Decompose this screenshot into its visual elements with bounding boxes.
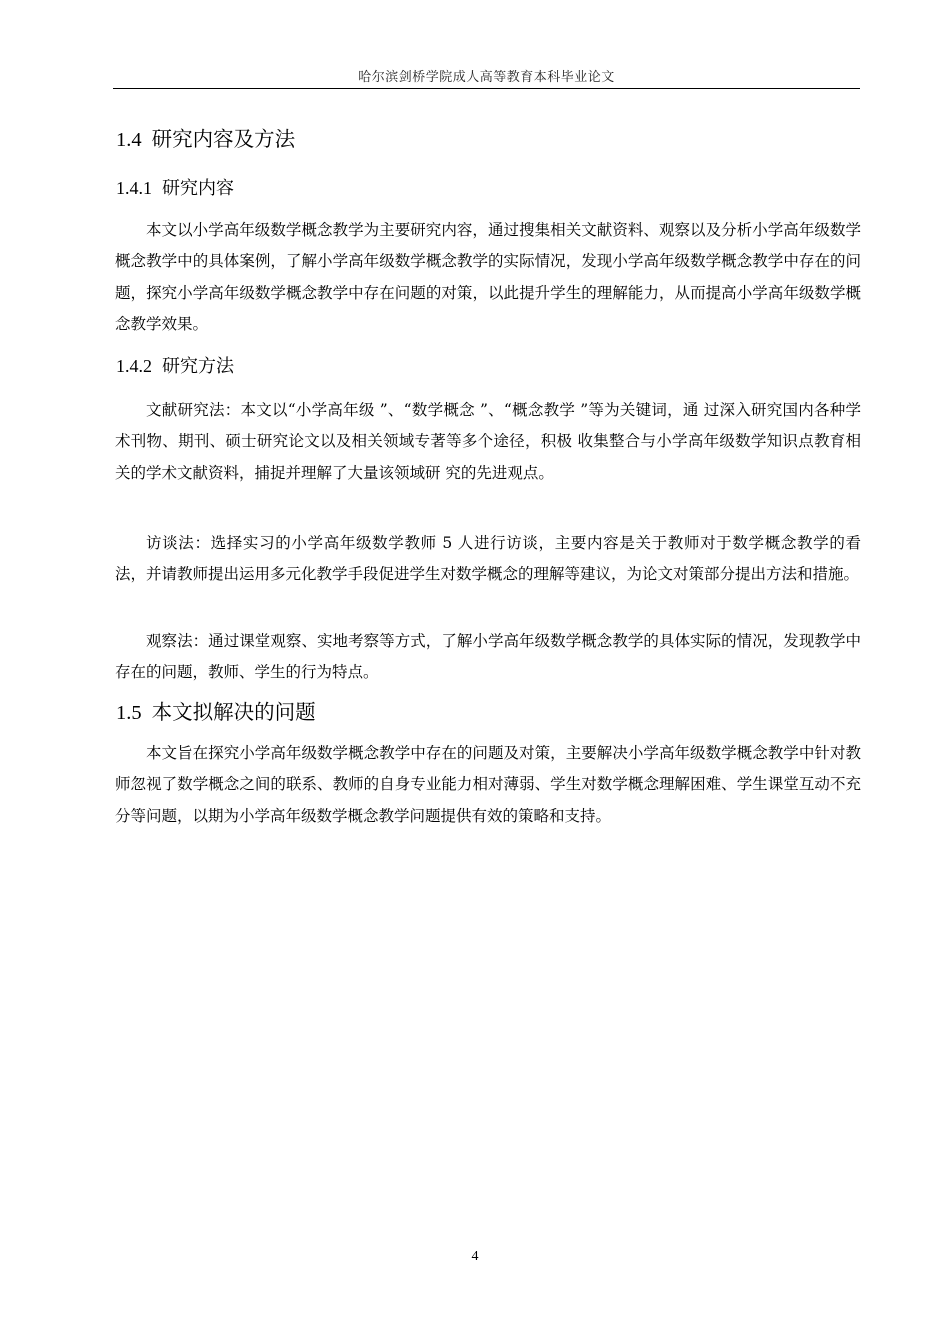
- section-number: 1.4: [116, 129, 142, 151]
- research-content-paragraph: 本文以小学高年级数学概念教学为主要研究内容，通过搜集相关文献资料、观察以及分析小学高年级数学概念教学中的具体案例，了解小学高年级数学概念教学的实际情况，发现小学高年级数学概念教学中存在的问题，探究小学高年级数学概念教学中存在问题的对策，以此提升学生的理解能力，从而提高小学高年级数学概念教学效果。: [115, 221, 861, 333]
- page-number: 4: [471, 1249, 479, 1264]
- section-title: 研究内容及方法: [151, 127, 296, 151]
- subsection-heading-1-4-1: [116, 175, 234, 202]
- header-rule: [113, 88, 860, 89]
- section-heading-1-5: [116, 698, 316, 727]
- section-number: 1.5: [116, 702, 142, 724]
- problems-paragraph: 本文旨在探究小学高年级数学概念教学中存在的问题及对策，主要解决小学高年级数学概念教学中针对教师忽视了数学概念之间的联系、教师的自身专业能力相对薄弱、学生对数学概念理解困难、学生课堂互动不充分等问题，以期为小学高年级数学概念教学问题提供有效的策略和支持。: [115, 744, 861, 825]
- observation-method-paragraph: 观察法：通过课堂观察、实地考察等方式，了解小学高年级数学概念教学的具体实际的情况，发现教学中存在的问题，教师、学生的行为特点。: [115, 632, 861, 682]
- interview-method-paragraph: 访谈法：选择实习的小学高年级数学教师 5 人进行访谈，主要内容是关于教师对于数学概念教学的看法，并请教师提出运用多元化教学手段促进学生对数学概念的理解等建议，为论文对策部分提出方法和措施。: [115, 534, 861, 584]
- subsection-title: 研究方法: [162, 356, 234, 377]
- literature-method-paragraph: 文献研究法：本文以“小学高年级 ”、“数学概念 ”、“概念教学 ”等为关键词，通 过深入研究国内各种学术刊物、期刊、硕士研究论文以及相关领域专著等多个途径，积极 收集整合与小学高年级数学知识点教育相关的学术文献资料，捕捉并理解了大量该领域研 究的先进观点。: [115, 401, 861, 482]
- subsection-title: 研究内容: [162, 178, 234, 199]
- subsection-number: 1.4.2: [116, 356, 152, 376]
- subsection-number: 1.4.1: [116, 178, 152, 198]
- subsection-heading-1-4-2: [116, 353, 234, 380]
- section-title: 本文拟解决的问题: [151, 700, 316, 724]
- running-header: 哈尔滨剑桥学院成人高等教育本科毕业论文: [358, 70, 615, 85]
- section-heading-1-4: [116, 125, 295, 154]
